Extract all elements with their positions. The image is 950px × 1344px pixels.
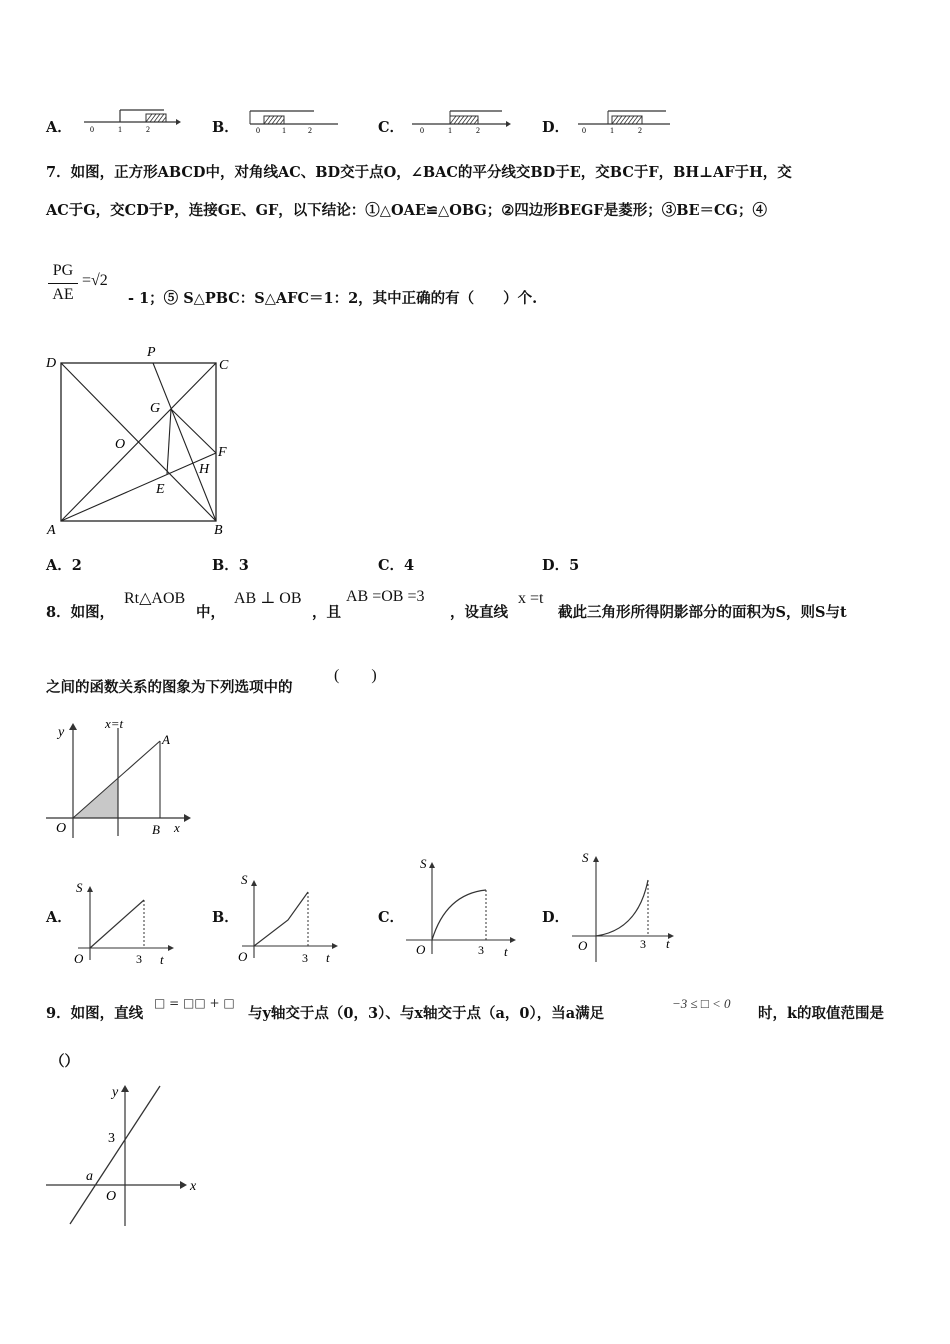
- q7-label-h: H: [199, 462, 210, 477]
- q7-frac-rhs: =√2: [82, 272, 108, 289]
- q7-label-p: P: [147, 345, 156, 360]
- q6-b-tick-1: 1: [282, 126, 286, 134]
- q8-triangle-figure: [40, 716, 200, 842]
- q6-a-tick-2: 2: [146, 125, 150, 134]
- q6-c-tick-1: 1: [448, 126, 452, 134]
- q7-option-a: A．2: [46, 557, 82, 574]
- q8-a-t: t: [160, 952, 164, 967]
- q6-d-tick-2: 2: [638, 126, 642, 134]
- q9-prefix: 9．如图，直线: [46, 1005, 144, 1022]
- q6-option-d-label: D．: [542, 119, 570, 136]
- q7-line-2: AC于G，交CD于P，连接GE、GF，以下结论：①△OAE≌△OBG；②四边形BEGF是菱形；③BE＝CG；④: [46, 202, 767, 219]
- q6-option-c-label: C．: [378, 119, 405, 136]
- q8-d-3: 3: [640, 937, 646, 951]
- q8-expr-ab-perp-ob: AB ⊥ OB: [234, 590, 302, 607]
- q9-equation: □ = □□ + □: [154, 996, 235, 1010]
- q9-suffix: 时，k的取值范围是: [758, 1005, 885, 1022]
- q7-square-figure: [40, 340, 240, 545]
- q8-b-t: t: [326, 950, 330, 965]
- q8-c-t: t: [504, 944, 508, 959]
- q8-mid-1: 中，: [196, 604, 225, 621]
- q6-option-a-label: A．: [46, 119, 72, 136]
- q6-d-tick-0: 0: [582, 126, 586, 134]
- q9-line-2: （）: [50, 1053, 79, 1070]
- q6-option-b-label: B．: [212, 119, 239, 136]
- q8-a-s: S: [76, 880, 83, 895]
- q6-b-tick-0: 0: [256, 126, 260, 134]
- q6-b-tick-2: 2: [308, 126, 312, 134]
- q9-condition: −3 ≤ □ < 0: [672, 996, 731, 1011]
- q8-d-t: t: [666, 936, 670, 951]
- q8-option-b-label: B．: [212, 909, 239, 926]
- q8-b-o: O: [238, 949, 248, 964]
- q7-option-c: C．4: [378, 557, 415, 574]
- q7-label-d: D: [46, 356, 57, 371]
- q6-option-b-numberline: [246, 106, 348, 134]
- q9-label-x: x: [190, 1179, 197, 1194]
- q8-option-d-label: D．: [542, 909, 570, 926]
- q7-label-c: C: [219, 358, 229, 373]
- q8-b-3: 3: [302, 951, 308, 965]
- q8-option-a-label: A．: [46, 909, 72, 926]
- q8-paren: ( ): [334, 667, 377, 684]
- q8-expr-rt-aob: Rt△AOB: [124, 590, 186, 607]
- q7-option-b: B．3: [212, 557, 249, 574]
- q7-option-d: D．5: [542, 557, 580, 574]
- q6-a-tick-1: 1: [118, 125, 122, 134]
- q8-option-c-graph: [402, 852, 522, 964]
- q9-label-a: a: [86, 1169, 93, 1184]
- q7-label-o: O: [115, 437, 126, 452]
- q6-c-tick-2: 2: [476, 126, 480, 134]
- q6-option-a-numberline: [80, 106, 182, 134]
- q8-label-b: B: [152, 822, 160, 837]
- q8-label-o: O: [56, 821, 67, 836]
- q8-expr-ab-ob-3: AB =OB =3: [346, 588, 425, 605]
- q7-label-e: E: [156, 482, 165, 497]
- q9-label-o: O: [106, 1189, 117, 1204]
- q9-label-y: y: [112, 1085, 119, 1100]
- q8-expr-x-t: x =t: [518, 590, 544, 607]
- q6-c-tick-0: 0: [420, 126, 424, 134]
- q8-b-s: S: [241, 872, 248, 887]
- q8-c-o: O: [416, 942, 426, 957]
- q8-c-s: S: [420, 856, 427, 871]
- q7-frac-numerator: PG: [52, 262, 74, 279]
- q9-label-3: 3: [108, 1131, 115, 1146]
- q8-option-b-graph: [236, 870, 342, 966]
- q8-line-2: 之间的函数关系的图象为下列选项中的: [46, 679, 293, 696]
- q6-a-tick-0: 0: [90, 125, 94, 134]
- q8-c-3: 3: [478, 943, 484, 957]
- q8-a-3: 3: [136, 952, 142, 966]
- q8-d-o: O: [578, 938, 588, 953]
- q8-d-s: S: [582, 850, 589, 865]
- q9-mid: 与y轴交于点（0，3）、与x轴交于点（a，0），当a满足: [248, 1005, 605, 1022]
- q8-mid-3: ，设直线: [450, 604, 508, 621]
- q8-label-a: A: [162, 732, 170, 747]
- q8-option-c-label: C．: [378, 909, 405, 926]
- q9-line-figure: [40, 1080, 210, 1230]
- q7-line-1: 7．如图，正方形ABCD中，对角线AC、BD交于点O，∠BAC的平分线交BD于E，交BC于F，BH⊥AF于H，交: [46, 164, 792, 181]
- q7-line-3: - 1；⑤ S△PBC：S△AFC＝1：2，其中正确的有（ ）个.: [128, 290, 538, 307]
- q7-label-f: F: [218, 445, 227, 460]
- q8-mid-2: ，且: [312, 604, 341, 621]
- q8-label-x: x: [174, 820, 180, 835]
- q7-label-a: A: [47, 523, 56, 538]
- q8-option-a-graph: [70, 876, 176, 968]
- q8-a-o: O: [74, 951, 84, 966]
- q6-option-c-numberline: [408, 106, 514, 134]
- q7-label-g: G: [150, 401, 161, 416]
- q7-frac-denominator: AE: [52, 286, 74, 303]
- q7-label-b: B: [214, 523, 223, 538]
- q8-label-y: y: [58, 725, 65, 740]
- q8-option-d-graph: [568, 846, 680, 966]
- q6-option-d-numberline: [574, 106, 676, 134]
- q8-label-x-eq-t: x=t: [105, 716, 124, 731]
- q8-prefix: 8．如图，: [46, 604, 115, 621]
- q7-frac-bar: [48, 283, 78, 284]
- q8-suffix: 截此三角形所得阴影部分的面积为S，则S与t: [558, 604, 847, 621]
- q6-d-tick-1: 1: [610, 126, 614, 134]
